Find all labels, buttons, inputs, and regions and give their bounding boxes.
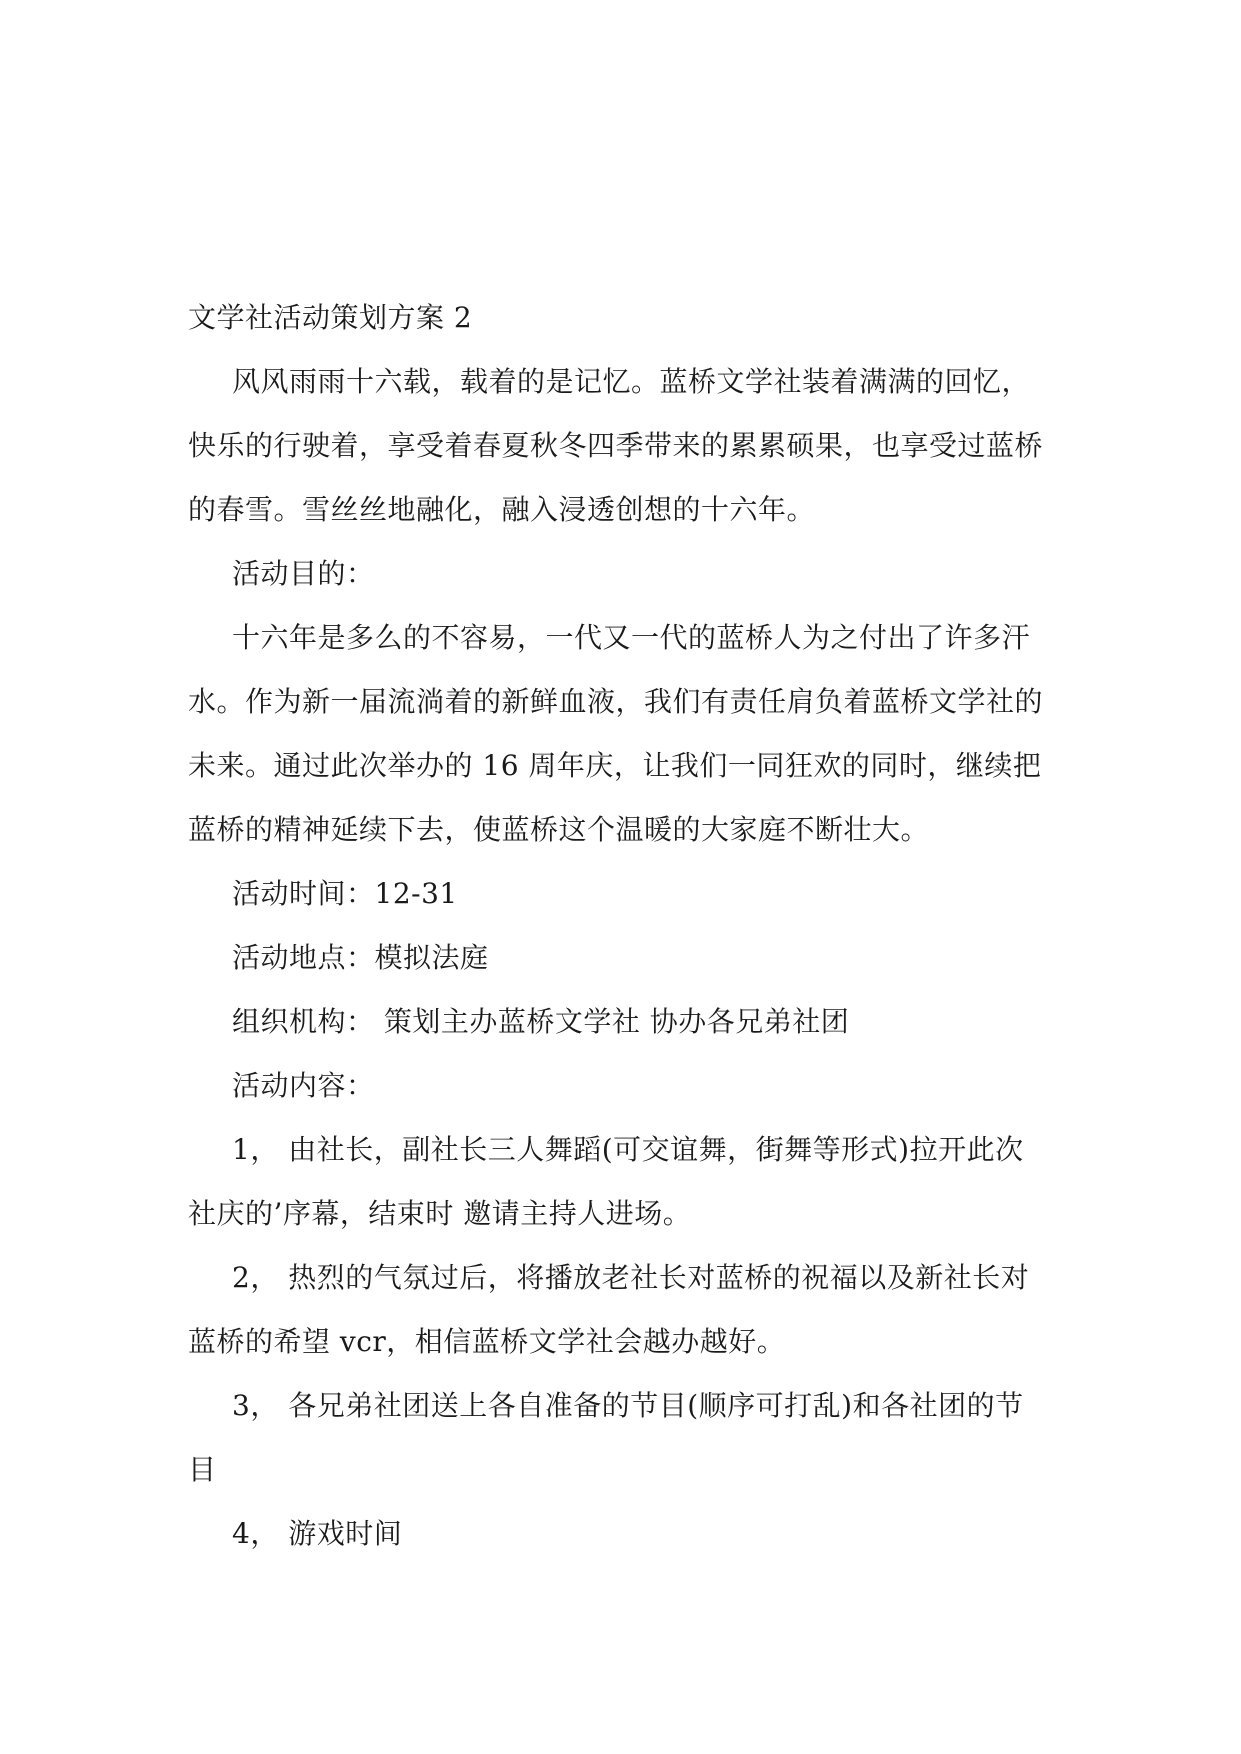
purpose-line-2: 水。作为新一届流淌着的新鲜血液，我们有责任肩负着蓝桥文学社的 [188, 685, 1044, 718]
activity-time: 活动时间：12-31 [232, 877, 458, 910]
item-3-line-2: 目 [188, 1453, 217, 1486]
purpose-line-1: 十六年是多么的不容易，一代又一代的蓝桥人为之付出了许多汗 [232, 621, 1031, 654]
purpose-line-4: 蓝桥的精神延续下去，使蓝桥这个温暖的大家庭不断壮大。 [188, 813, 930, 846]
item-4-line-1: 4， 游戏时间 [232, 1517, 403, 1550]
activity-place: 活动地点：模拟法庭 [232, 941, 489, 974]
intro-line-2: 快乐的行驶着，享受着春夏秋冬四季带来的累累硕果，也享受过蓝桥 [188, 429, 1044, 462]
purpose-line-3: 未来。通过此次举办的 16 周年庆，让我们一同狂欢的同时，继续把 [188, 749, 1042, 782]
document-title: 文学社活动策划方案 2 [188, 301, 473, 334]
document-body [188, 286, 1056, 1566]
organization: 组织机构： 策划主办蓝桥文学社 协办各兄弟社团 [232, 1005, 850, 1038]
item-2-line-2: 蓝桥的希望 vcr，相信蓝桥文学社会越办越好。 [188, 1325, 786, 1358]
purpose-heading: 活动目的： [232, 557, 375, 590]
item-1-line-1: 1， 由社长，副社长三人舞蹈(可交谊舞，街舞等形式)拉开此次 [232, 1133, 1024, 1166]
intro-line-1: 风风雨雨十六载，载着的是记忆。蓝桥文学社装着满满的回忆， [232, 365, 1031, 398]
item-3-line-1: 3， 各兄弟社团送上各自准备的节目(顺序可打乱)和各社团的节 [232, 1389, 1024, 1422]
content-heading: 活动内容： [232, 1069, 375, 1102]
intro-line-3: 的春雪。雪丝丝地融化，融入浸透创想的十六年。 [188, 493, 816, 526]
item-1-line-2: 社庆的’序幕，结束时 邀请主持人进场。 [188, 1197, 692, 1230]
item-2-line-1: 2， 热烈的气氛过后，将播放老社长对蓝桥的祝福以及新社长对 [232, 1261, 1030, 1294]
